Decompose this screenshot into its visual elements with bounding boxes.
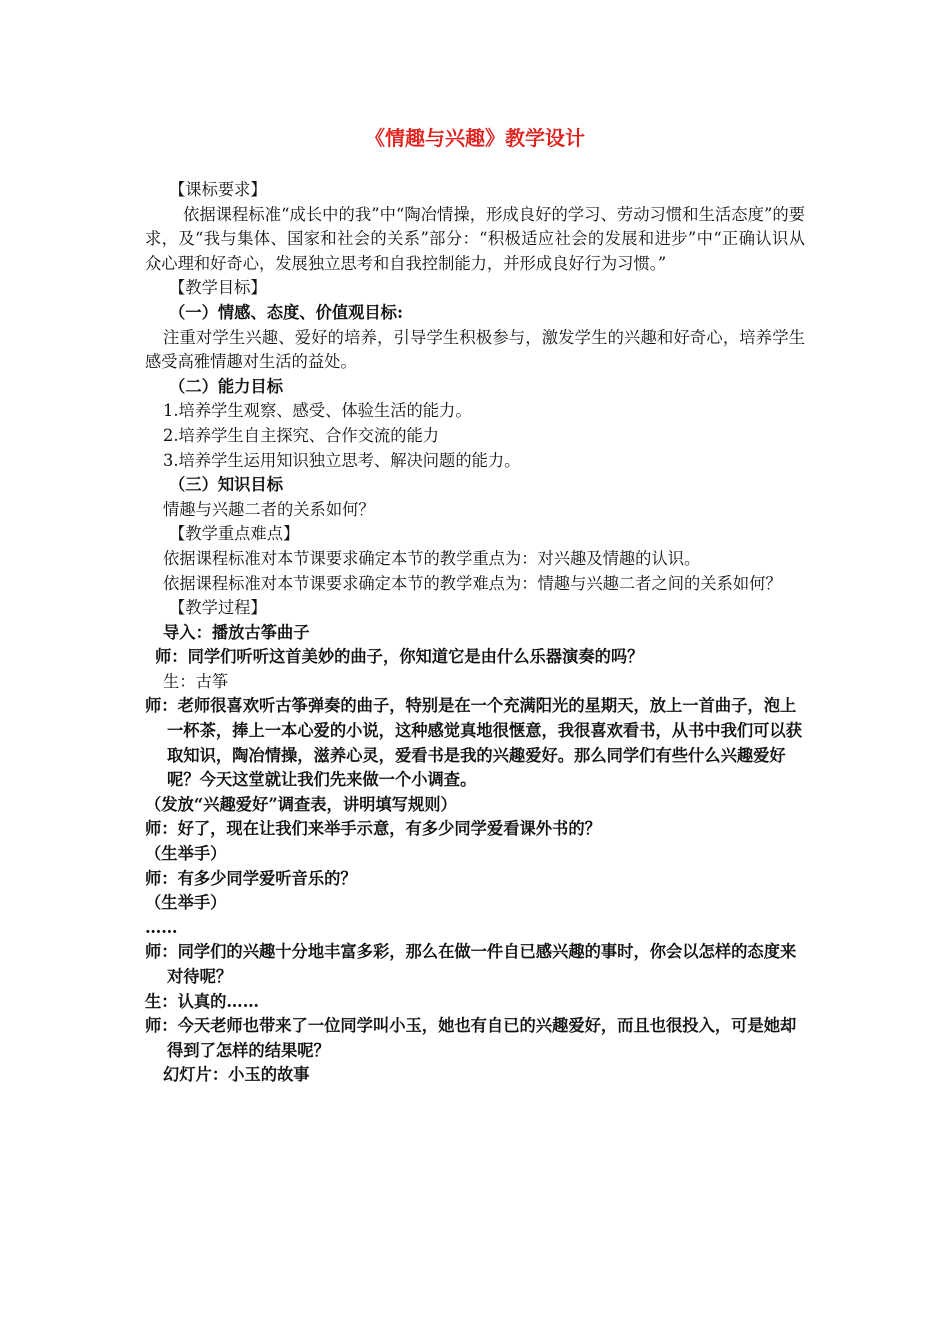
dialogue-line: 师：同学们的兴趣十分地丰富多彩，那么在做一件自已感兴趣的事时，你会以怎样的态度来对待呢？ (145, 942, 797, 986)
curriculum-paragraph: 依据课程标准“成长中的我”中“陶冶情操，形成良好的学习、劳动习惯和生活态度”的要求，及“我与集体、国家和社会的关系”部分：“积极适应社会的发展和进步”中“正确认识从众心理和好奇心，发展独立思考和自我控制能力，并形成良好行为习惯。” (145, 204, 805, 273)
objective-subheading-emotion: （一）情感、态度、价值观目标: (169, 302, 403, 322)
dialogue-line: （发放“兴趣爱好”调查表，讲明填写规则） (145, 794, 457, 814)
dialogue-line: （生举手） (145, 893, 227, 913)
section-heading-objectives: 【教学目标】 (169, 278, 267, 298)
difficulty-paragraph: 依据课程标准对本节课要求确定本节的教学难点为：情趣与兴趣二者之间的关系如何？ (163, 573, 782, 593)
dialogue-line: 师：今天老师也带来了一位同学叫小玉，她也有自已的兴趣爱好，而且也很投入，可是她却得到了怎样的结果呢？ (145, 1016, 797, 1060)
dialogue-line: 师：同学们听听这首美妙的曲子，你知道它是由什么乐器演奏的吗？ (155, 647, 644, 667)
objective-subheading-knowledge: （三）知识目标 (169, 475, 283, 495)
dialogue-line: 生：古筝 (163, 671, 229, 691)
document-body (145, 178, 805, 1088)
section-heading-key-points: 【教学重点难点】 (169, 524, 300, 544)
knowledge-paragraph: 情趣与兴趣二者的关系如何？ (163, 499, 375, 519)
dialogue-line: 幻灯片：小玉的故事 (163, 1065, 310, 1085)
dialogue-line: 师：老师很喜欢听古筝弹奏的曲子，特别是在一个充满阳光的星期天，放上一首曲子，泡上一杯茶，捧上一本心爱的小说，这种感觉真地很惬意，我很喜欢看书，从书中我们可以获取知识，陶冶情操，滋养心灵，爱看书是我的兴趣爱好。那么同学们有些什么兴趣爱好呢？今天这堂就让我们先来做一个小调查。 (145, 696, 802, 790)
section-heading-curriculum: 【课标要求】 (169, 180, 267, 199)
dialogue-line: （生举手） (145, 844, 227, 864)
objective-emotion-paragraph: 注重对学生兴趣、爱好的培养，引导学生积极参与，激发学生的兴趣和好奇心，培养学生感受高雅情趣对生活的益处。 (145, 327, 805, 372)
dialogue-line: 生：认真的…… (145, 991, 259, 1011)
dialogue-line: 师：好了，现在让我们来举手示意，有多少同学爱看课外书的？ (145, 819, 601, 839)
ability-item-2: 2.培养学生自主探究、合作交流的能力 (163, 425, 440, 445)
process-intro: 导入：播放古筝曲子 (163, 622, 310, 642)
objective-subheading-ability: （二）能力目标 (169, 376, 283, 396)
document-title: 《情趣与兴趣》教学设计 (365, 126, 585, 150)
dialogue-line: …… (145, 917, 178, 937)
ability-item-1: 1.培养学生观察、感受、体验生活的能力。 (163, 401, 472, 421)
key-point-paragraph: 依据课程标准对本节课要求确定本节的教学重点为：对兴趣及情趣的认识。 (163, 548, 701, 568)
dialogue-line: 师：有多少同学爱听音乐的？ (145, 868, 357, 888)
section-heading-process: 【教学过程】 (169, 598, 267, 618)
ability-item-3: 3.培养学生运用知识独立思考、解决问题的能力。 (163, 450, 521, 470)
